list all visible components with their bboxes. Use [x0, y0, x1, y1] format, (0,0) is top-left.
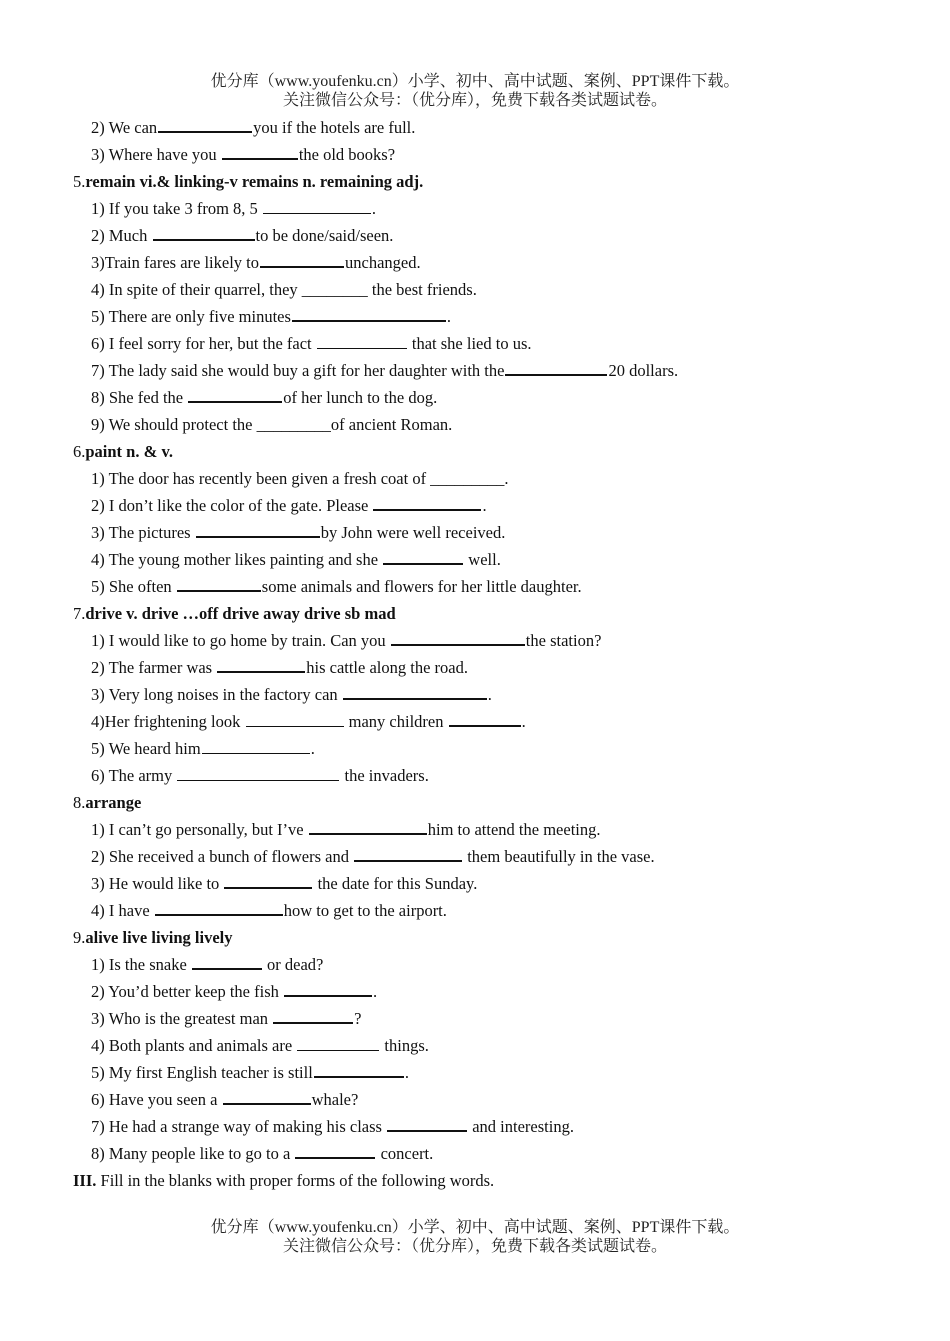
answer-blank — [202, 738, 310, 754]
group-title: drive v. drive …off drive away drive sb mad — [85, 604, 396, 623]
exercise-text: unchanged. — [345, 253, 421, 272]
exercise-item — [73, 222, 893, 249]
exercise-text: or dead? — [262, 955, 324, 974]
answer-blank — [223, 1088, 311, 1105]
exercise-item — [73, 249, 893, 276]
answer-blank — [155, 899, 283, 916]
exercise-item — [73, 762, 893, 789]
group-number: 9. — [73, 928, 86, 947]
exercise-item — [73, 330, 893, 357]
answer-blank — [343, 683, 487, 700]
exercise-text: of her lunch to the dog. — [283, 388, 438, 407]
exercise-text: 2) We can — [91, 118, 158, 137]
exercise-text: 3) Very long noises in the factory can — [91, 685, 342, 704]
exercise-item — [73, 627, 893, 654]
exercise-text: 6) The army — [91, 766, 177, 785]
exercise-text: the invaders. — [340, 766, 429, 785]
answer-blank — [158, 116, 252, 133]
exercise-text: 20 dollars. — [608, 361, 679, 380]
exercise-item — [73, 465, 893, 492]
answer-blank — [224, 872, 312, 889]
group-title: arrange — [85, 793, 142, 812]
answer-blank — [177, 575, 261, 592]
exercise-text: 3)Train fares are likely to — [91, 253, 260, 272]
exercise-text: 1) If you take 3 from 8, 5 — [91, 199, 262, 218]
exercise-text: 8) Many people like to go to a — [91, 1144, 295, 1163]
footer-line-1: 优分库（www.youfenku.cn）小学、初中、高中试题、案例、PPT课件下载。 — [210, 1219, 740, 1236]
exercise-item — [73, 1113, 893, 1140]
answer-blank — [354, 845, 462, 862]
exercise-text: the old books? — [298, 145, 396, 164]
exercise-text: by John were well received. — [320, 523, 506, 542]
answer-blank — [222, 143, 298, 160]
exercise-text: them beautifully in the vase. — [463, 847, 655, 866]
exercise-text: 2) I don’t like the color of the gate. Please — [91, 496, 373, 515]
exercise-text: 4) I have — [91, 901, 154, 920]
exercise-item — [73, 654, 893, 681]
exercise-text: 3) Who is the greatest man — [91, 1009, 273, 1028]
exercise-item — [73, 519, 893, 546]
exercise-item — [73, 492, 893, 519]
exercise-text: 5) She often — [91, 577, 176, 596]
exercise-text: . — [310, 739, 315, 758]
answer-blank — [260, 251, 344, 268]
exercise-text: 1) The door has recently been given a fresh coat of _________. — [91, 469, 509, 488]
exercise-text: the date for this Sunday. — [313, 874, 478, 893]
exercise-text: 2) Much — [91, 226, 152, 245]
exercise-text: . — [373, 982, 378, 1001]
exercise-text: 5) My first English teacher is still — [91, 1063, 313, 1082]
word-group-heading — [73, 924, 893, 951]
exercise-item — [73, 303, 893, 330]
exercise-text: 3) The pictures — [91, 523, 195, 542]
exercise-text: . — [404, 1063, 409, 1082]
exercise-item — [73, 141, 893, 168]
header-line-1: 优分库（www.youfenku.cn）小学、初中、高中试题、案例、PPT课件下载。 — [210, 73, 740, 90]
exercise-text: 3) He would like to — [91, 874, 224, 893]
exercise-item — [73, 195, 893, 222]
answer-blank — [188, 386, 282, 403]
answer-blank — [383, 548, 463, 565]
exercise-text: 2) You’d better keep the fish — [91, 982, 284, 1001]
exercise-item — [73, 1140, 893, 1167]
group-title: remain vi.& linking-v remains n. remaining adj. — [85, 172, 424, 191]
page-footer — [0, 1218, 950, 1256]
group-number: 6. — [73, 442, 86, 461]
word-group-heading — [73, 789, 893, 816]
answer-blank — [284, 980, 372, 997]
exercise-text: that she lied to us. — [407, 334, 532, 353]
exercise-text: and interesting. — [468, 1117, 574, 1136]
answer-blank — [295, 1142, 375, 1159]
exercise-text: his cattle along the road. — [306, 658, 468, 677]
worksheet-body — [73, 114, 893, 1194]
exercise-item — [73, 357, 893, 384]
exercise-text: the station? — [525, 631, 602, 650]
exercise-text: 3) Where have you — [91, 145, 221, 164]
answer-blank — [263, 198, 371, 214]
section-heading — [73, 1167, 893, 1194]
exercise-text: 2) The farmer was — [91, 658, 217, 677]
section-number: III. — [73, 1171, 97, 1190]
answer-blank — [317, 333, 407, 349]
exercise-text: well. — [464, 550, 501, 569]
exercise-item — [73, 951, 893, 978]
exercise-text: many children — [344, 712, 448, 731]
answer-blank — [273, 1007, 353, 1024]
exercise-text: whale? — [311, 1090, 359, 1109]
exercise-text: . — [482, 496, 487, 515]
exercise-item — [73, 1032, 893, 1059]
exercise-item — [73, 978, 893, 1005]
exercise-text: 7) The lady said she would buy a gift for her daughter with the — [91, 361, 505, 380]
answer-blank — [449, 710, 521, 727]
footer-line-2: 关注微信公众号：（优分库），免费下载各类试题试卷。 — [282, 1238, 667, 1255]
exercise-text: you if the hotels are full. — [253, 118, 416, 137]
section-instruction: Fill in the blanks with proper forms of the following words. — [96, 1171, 495, 1190]
exercise-text: 8) She fed the — [91, 388, 188, 407]
exercise-item — [73, 276, 893, 303]
exercise-text: 1) I can’t go personally, but I’ve — [91, 820, 308, 839]
exercise-item — [73, 573, 893, 600]
exercise-item — [73, 1005, 893, 1032]
exercise-item — [73, 1059, 893, 1086]
answer-blank — [192, 953, 262, 970]
exercise-text: 5) There are only five minutes — [91, 307, 291, 326]
header-line-2: 关注微信公众号：（优分库），免费下载各类试题试卷。 — [282, 92, 667, 109]
group-title: paint n. & v. — [85, 442, 173, 461]
exercise-item — [73, 843, 893, 870]
exercise-text: concert. — [376, 1144, 434, 1163]
answer-blank — [297, 1035, 379, 1051]
group-number: 5. — [73, 172, 86, 191]
answer-blank — [292, 305, 446, 322]
exercise-item — [73, 546, 893, 573]
exercise-item — [73, 384, 893, 411]
exercise-text: some animals and flowers for her little daughter. — [261, 577, 582, 596]
exercise-item — [73, 870, 893, 897]
exercise-text: 1) Is the snake — [91, 955, 191, 974]
exercise-text: him to attend the meeting. — [427, 820, 601, 839]
exercise-text: 4) Both plants and animals are — [91, 1036, 297, 1055]
exercise-text: 5) We heard him — [91, 739, 201, 758]
page-header — [0, 72, 950, 110]
word-group-heading — [73, 600, 893, 627]
answer-blank — [177, 765, 339, 781]
exercise-text: 4) The young mother likes painting and she — [91, 550, 383, 569]
group-number: 8. — [73, 793, 86, 812]
group-number: 7. — [73, 604, 86, 623]
answer-blank — [309, 818, 427, 835]
exercise-item — [73, 411, 893, 438]
exercise-item — [73, 114, 893, 141]
exercise-text: 4) In spite of their quarrel, they ________ the best friends. — [91, 280, 477, 299]
group-title: alive live living lively — [85, 928, 233, 947]
exercise-item — [73, 816, 893, 843]
exercise-item — [73, 1086, 893, 1113]
exercise-text: 9) We should protect the _________of ancient Roman. — [91, 415, 453, 434]
exercise-text: 7) He had a strange way of making his class — [91, 1117, 387, 1136]
answer-blank — [217, 656, 305, 673]
exercise-item — [73, 681, 893, 708]
word-group-heading — [73, 438, 893, 465]
exercise-item — [73, 735, 893, 762]
answer-blank — [387, 1115, 467, 1132]
exercise-text: 6) I feel sorry for her, but the fact — [91, 334, 316, 353]
exercise-text: 1) I would like to go home by train. Can you — [91, 631, 390, 650]
exercise-item — [73, 897, 893, 924]
exercise-text: . — [487, 685, 492, 704]
exercise-text: ? — [354, 1009, 362, 1028]
exercise-text: . — [521, 712, 526, 731]
exercise-text: 6) Have you seen a — [91, 1090, 222, 1109]
exercise-text: how to get to the airport. — [283, 901, 447, 920]
answer-blank — [505, 359, 607, 376]
exercise-item — [73, 708, 893, 735]
exercise-text: 2) She received a bunch of flowers and — [91, 847, 354, 866]
answer-blank — [391, 629, 525, 646]
answer-blank — [153, 224, 255, 241]
exercise-text: 4)Her frightening look — [91, 712, 245, 731]
word-group-heading — [73, 168, 893, 195]
exercise-text: . — [446, 307, 452, 326]
exercise-text: to be done/said/seen. — [255, 226, 394, 245]
answer-blank — [246, 711, 344, 727]
exercise-text: . — [371, 199, 377, 218]
answer-blank — [196, 521, 320, 538]
answer-blank — [373, 494, 481, 511]
exercise-text: things. — [380, 1036, 429, 1055]
answer-blank — [314, 1061, 404, 1078]
